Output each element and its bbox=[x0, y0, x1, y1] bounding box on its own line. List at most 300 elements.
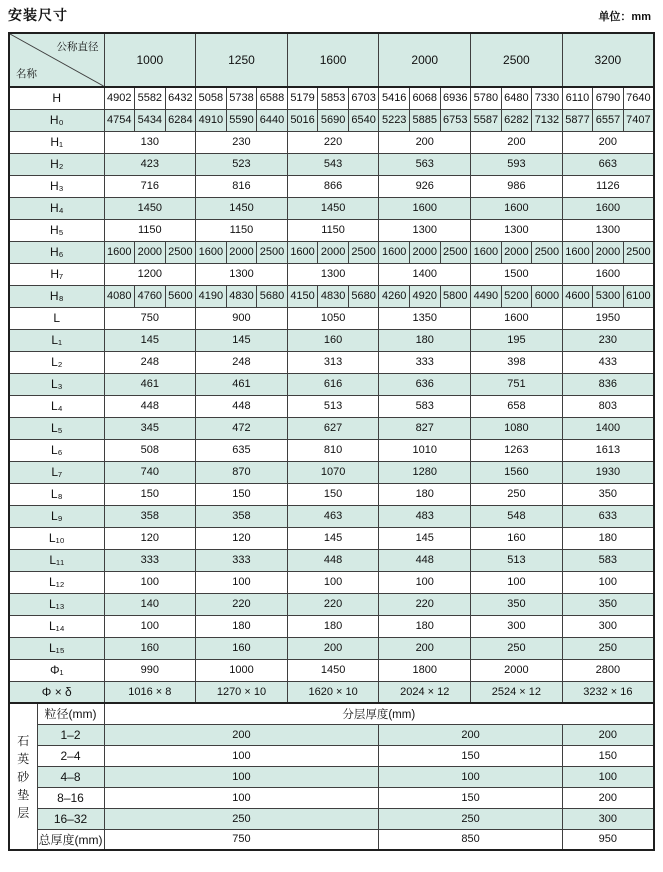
value-cell: 627 bbox=[287, 417, 379, 439]
value-cell: 2000 bbox=[318, 241, 349, 263]
thickness-value-cell: 200 bbox=[562, 787, 654, 808]
value-cell: 633 bbox=[562, 505, 654, 527]
thickness-value-cell: 300 bbox=[562, 808, 654, 829]
value-cell: 433 bbox=[562, 351, 654, 373]
row-label: H₃ bbox=[9, 175, 104, 197]
table-row bbox=[9, 153, 654, 175]
value-cell: 423 bbox=[104, 153, 196, 175]
row-label: L₈ bbox=[9, 483, 104, 505]
value-cell: 1400 bbox=[562, 417, 654, 439]
value-cell: 1620 × 10 bbox=[287, 681, 379, 703]
value-cell: 145 bbox=[379, 527, 471, 549]
value-cell: 1600 bbox=[562, 263, 654, 285]
value-cell: 1600 bbox=[471, 197, 563, 219]
diameter-header: 3200 bbox=[562, 33, 654, 87]
thickness-value-cell: 200 bbox=[379, 724, 562, 745]
value-cell: 1500 bbox=[471, 263, 563, 285]
value-cell: 120 bbox=[104, 527, 196, 549]
value-cell: 6110 bbox=[562, 87, 593, 109]
row-label: L₁₄ bbox=[9, 615, 104, 637]
value-cell: 1400 bbox=[379, 263, 471, 285]
table-row bbox=[9, 659, 654, 681]
value-cell: 250 bbox=[562, 637, 654, 659]
table-row bbox=[9, 505, 654, 527]
value-cell: 751 bbox=[471, 373, 563, 395]
value-cell: 230 bbox=[196, 131, 288, 153]
value-cell: 5780 bbox=[471, 87, 502, 109]
thickness-value-cell: 750 bbox=[104, 829, 379, 850]
value-cell: 583 bbox=[379, 395, 471, 417]
sand-row bbox=[9, 724, 654, 745]
value-cell: 990 bbox=[104, 659, 196, 681]
value-cell: 5885 bbox=[409, 109, 440, 131]
value-cell: 145 bbox=[196, 329, 288, 351]
value-cell: 448 bbox=[104, 395, 196, 417]
value-cell: 4490 bbox=[471, 285, 502, 307]
row-label: H₇ bbox=[9, 263, 104, 285]
table-row bbox=[9, 175, 654, 197]
value-cell: 1600 bbox=[562, 197, 654, 219]
value-cell: 4760 bbox=[135, 285, 166, 307]
value-cell: 827 bbox=[379, 417, 471, 439]
value-cell: 5690 bbox=[318, 109, 349, 131]
value-cell: 563 bbox=[379, 153, 471, 175]
value-cell: 4080 bbox=[104, 285, 135, 307]
value-cell: 523 bbox=[196, 153, 288, 175]
value-cell: 5582 bbox=[135, 87, 166, 109]
thickness-value-cell: 100 bbox=[104, 787, 379, 808]
table-row bbox=[9, 307, 654, 329]
value-cell: 1560 bbox=[471, 461, 563, 483]
table-row bbox=[9, 263, 654, 285]
value-cell: 313 bbox=[287, 351, 379, 373]
value-cell: 803 bbox=[562, 395, 654, 417]
value-cell: 2000 bbox=[471, 659, 563, 681]
grain-size-header: 粒径(mm) bbox=[37, 703, 104, 724]
value-cell: 5058 bbox=[196, 87, 227, 109]
diameter-header: 1000 bbox=[104, 33, 196, 87]
sand-table-body bbox=[9, 703, 654, 850]
value-cell: 6790 bbox=[593, 87, 624, 109]
sand-side-char: 层 bbox=[17, 805, 30, 820]
value-cell: 658 bbox=[471, 395, 563, 417]
value-cell: 1600 bbox=[287, 241, 318, 263]
row-label: L₆ bbox=[9, 439, 104, 461]
value-cell: 5738 bbox=[226, 87, 257, 109]
sand-row bbox=[9, 766, 654, 787]
value-cell: 636 bbox=[379, 373, 471, 395]
table-row bbox=[9, 351, 654, 373]
value-cell: 986 bbox=[471, 175, 563, 197]
value-cell: 1600 bbox=[471, 307, 563, 329]
sand-side-char: 英 bbox=[17, 751, 30, 766]
grain-size-label: 8–16 bbox=[37, 787, 104, 808]
value-cell: 358 bbox=[104, 505, 196, 527]
value-cell: 1600 bbox=[104, 241, 135, 263]
value-cell: 448 bbox=[287, 549, 379, 571]
value-cell: 5680 bbox=[348, 285, 379, 307]
value-cell: 333 bbox=[104, 549, 196, 571]
value-cell: 2500 bbox=[532, 241, 563, 263]
table-row bbox=[9, 285, 654, 307]
value-cell: 1300 bbox=[196, 263, 288, 285]
thickness-value-cell: 100 bbox=[104, 766, 379, 787]
sand-header-row bbox=[9, 703, 654, 724]
table-row bbox=[9, 549, 654, 571]
value-cell: 350 bbox=[562, 593, 654, 615]
value-cell: 180 bbox=[196, 615, 288, 637]
row-label: L bbox=[9, 307, 104, 329]
value-cell: 130 bbox=[104, 131, 196, 153]
value-cell: 6284 bbox=[165, 109, 196, 131]
value-cell: 5800 bbox=[440, 285, 471, 307]
value-cell: 1263 bbox=[471, 439, 563, 461]
value-cell: 1600 bbox=[471, 241, 502, 263]
value-cell: 2024 × 12 bbox=[379, 681, 471, 703]
value-cell: 333 bbox=[196, 549, 288, 571]
row-label: H₂ bbox=[9, 153, 104, 175]
value-cell: 180 bbox=[379, 483, 471, 505]
value-cell: 1070 bbox=[287, 461, 379, 483]
row-label: H₅ bbox=[9, 219, 104, 241]
value-cell: 5680 bbox=[257, 285, 288, 307]
value-cell: 1350 bbox=[379, 307, 471, 329]
value-cell: 7132 bbox=[532, 109, 563, 131]
value-cell: 448 bbox=[196, 395, 288, 417]
value-cell: 200 bbox=[379, 131, 471, 153]
table-row bbox=[9, 483, 654, 505]
value-cell: 6432 bbox=[165, 87, 196, 109]
value-cell: 2500 bbox=[165, 241, 196, 263]
spec-table-body bbox=[9, 87, 654, 703]
value-cell: 1600 bbox=[379, 241, 410, 263]
diameter-header: 1600 bbox=[287, 33, 379, 87]
value-cell: 1016 × 8 bbox=[104, 681, 196, 703]
value-cell: 6540 bbox=[348, 109, 379, 131]
table-row bbox=[9, 417, 654, 439]
value-cell: 120 bbox=[196, 527, 288, 549]
value-cell: 1950 bbox=[562, 307, 654, 329]
value-cell: 100 bbox=[379, 571, 471, 593]
value-cell: 1150 bbox=[104, 219, 196, 241]
value-cell: 5300 bbox=[593, 285, 624, 307]
value-cell: 100 bbox=[104, 615, 196, 637]
value-cell: 180 bbox=[379, 615, 471, 637]
table-row bbox=[9, 395, 654, 417]
value-cell: 2000 bbox=[135, 241, 166, 263]
grain-size-label: 总厚度(mm) bbox=[37, 829, 104, 850]
value-cell: 1300 bbox=[287, 263, 379, 285]
row-label: L₁₀ bbox=[9, 527, 104, 549]
value-cell: 616 bbox=[287, 373, 379, 395]
value-cell: 350 bbox=[562, 483, 654, 505]
thickness-value-cell: 150 bbox=[379, 787, 562, 808]
value-cell: 1613 bbox=[562, 439, 654, 461]
value-cell: 220 bbox=[287, 131, 379, 153]
thickness-value-cell: 150 bbox=[562, 745, 654, 766]
table-row bbox=[9, 439, 654, 461]
value-cell: 2000 bbox=[501, 241, 532, 263]
diameter-header: 2000 bbox=[379, 33, 471, 87]
grain-size-label: 16–32 bbox=[37, 808, 104, 829]
value-cell: 6480 bbox=[501, 87, 532, 109]
value-cell: 195 bbox=[471, 329, 563, 351]
value-cell: 1450 bbox=[287, 659, 379, 681]
value-cell: 740 bbox=[104, 461, 196, 483]
table-row bbox=[9, 241, 654, 263]
value-cell: 1280 bbox=[379, 461, 471, 483]
row-label: L₁₁ bbox=[9, 549, 104, 571]
value-cell: 333 bbox=[379, 351, 471, 373]
value-cell: 5877 bbox=[562, 109, 593, 131]
thickness-value-cell: 100 bbox=[562, 766, 654, 787]
table-row bbox=[9, 87, 654, 109]
sand-side-char: 石 bbox=[17, 733, 30, 748]
value-cell: 866 bbox=[287, 175, 379, 197]
diameter-header: 1250 bbox=[196, 33, 288, 87]
layer-thickness-header: 分层厚度(mm) bbox=[104, 703, 654, 724]
value-cell: 548 bbox=[471, 505, 563, 527]
value-cell: 220 bbox=[379, 593, 471, 615]
value-cell: 1300 bbox=[562, 219, 654, 241]
value-cell: 593 bbox=[471, 153, 563, 175]
value-cell: 1000 bbox=[196, 659, 288, 681]
table-row bbox=[9, 197, 654, 219]
table-row bbox=[9, 637, 654, 659]
value-cell: 100 bbox=[287, 571, 379, 593]
value-cell: 248 bbox=[104, 351, 196, 373]
thickness-value-cell: 150 bbox=[379, 745, 562, 766]
value-cell: 200 bbox=[379, 637, 471, 659]
value-cell: 513 bbox=[471, 549, 563, 571]
value-cell: 250 bbox=[471, 483, 563, 505]
table-row bbox=[9, 329, 654, 351]
row-label: L₁₅ bbox=[9, 637, 104, 659]
table-row bbox=[9, 219, 654, 241]
value-cell: 1150 bbox=[287, 219, 379, 241]
table-row bbox=[9, 131, 654, 153]
value-cell: 1300 bbox=[379, 219, 471, 241]
value-cell: 230 bbox=[562, 329, 654, 351]
table-row bbox=[9, 571, 654, 593]
value-cell: 6100 bbox=[623, 285, 654, 307]
value-cell: 4754 bbox=[104, 109, 135, 131]
value-cell: 2500 bbox=[623, 241, 654, 263]
table-row bbox=[9, 681, 654, 703]
sand-row bbox=[9, 808, 654, 829]
value-cell: 1126 bbox=[562, 175, 654, 197]
value-cell: 3232 × 16 bbox=[562, 681, 654, 703]
thickness-value-cell: 250 bbox=[379, 808, 562, 829]
sand-side-char: 垫 bbox=[17, 787, 30, 802]
value-cell: 180 bbox=[287, 615, 379, 637]
sand-row bbox=[9, 787, 654, 808]
value-cell: 100 bbox=[471, 571, 563, 593]
thickness-value-cell: 850 bbox=[379, 829, 562, 850]
value-cell: 300 bbox=[471, 615, 563, 637]
spec-table-head bbox=[9, 33, 654, 87]
value-cell: 4150 bbox=[287, 285, 318, 307]
row-label: H bbox=[9, 87, 104, 109]
value-cell: 150 bbox=[104, 483, 196, 505]
sand-side-char: 砂 bbox=[17, 769, 30, 784]
value-cell: 4830 bbox=[226, 285, 257, 307]
value-cell: 663 bbox=[562, 153, 654, 175]
value-cell: 2500 bbox=[257, 241, 288, 263]
diagonal-corner-cell bbox=[9, 33, 104, 87]
value-cell: 7330 bbox=[532, 87, 563, 109]
value-cell: 1450 bbox=[287, 197, 379, 219]
value-cell: 145 bbox=[104, 329, 196, 351]
value-cell: 398 bbox=[471, 351, 563, 373]
value-cell: 2500 bbox=[440, 241, 471, 263]
value-cell: 716 bbox=[104, 175, 196, 197]
value-cell: 7640 bbox=[623, 87, 654, 109]
sand-side-label-text bbox=[10, 735, 37, 819]
corner-label-name: 名称 bbox=[16, 68, 37, 80]
grain-size-label: 4–8 bbox=[37, 766, 104, 787]
spec-table bbox=[8, 32, 655, 851]
value-cell: 345 bbox=[104, 417, 196, 439]
value-cell: 583 bbox=[562, 549, 654, 571]
value-cell: 100 bbox=[104, 571, 196, 593]
row-label: L₅ bbox=[9, 417, 104, 439]
value-cell: 200 bbox=[562, 131, 654, 153]
value-cell: 1010 bbox=[379, 439, 471, 461]
value-cell: 150 bbox=[196, 483, 288, 505]
row-label: Φ₁ bbox=[9, 659, 104, 681]
value-cell: 6440 bbox=[257, 109, 288, 131]
value-cell: 5587 bbox=[471, 109, 502, 131]
value-cell: 2800 bbox=[562, 659, 654, 681]
value-cell: 6068 bbox=[409, 87, 440, 109]
value-cell: 100 bbox=[196, 571, 288, 593]
value-cell: 816 bbox=[196, 175, 288, 197]
row-label: L₉ bbox=[9, 505, 104, 527]
row-label: H₁ bbox=[9, 131, 104, 153]
value-cell: 461 bbox=[104, 373, 196, 395]
value-cell: 6557 bbox=[593, 109, 624, 131]
table-row bbox=[9, 373, 654, 395]
row-label: L₂ bbox=[9, 351, 104, 373]
sand-side-label bbox=[9, 703, 37, 850]
value-cell: 5600 bbox=[165, 285, 196, 307]
table-row bbox=[9, 615, 654, 637]
value-cell: 472 bbox=[196, 417, 288, 439]
value-cell: 6936 bbox=[440, 87, 471, 109]
value-cell: 358 bbox=[196, 505, 288, 527]
row-label: H₈ bbox=[9, 285, 104, 307]
page-title: 安装尺寸 bbox=[8, 7, 68, 23]
value-cell: 300 bbox=[562, 615, 654, 637]
value-cell: 1200 bbox=[104, 263, 196, 285]
value-cell: 220 bbox=[196, 593, 288, 615]
row-label: L₄ bbox=[9, 395, 104, 417]
value-cell: 180 bbox=[562, 527, 654, 549]
thickness-value-cell: 200 bbox=[562, 724, 654, 745]
corner-label-diameter: 公称直径 bbox=[56, 41, 99, 53]
row-label: L₃ bbox=[9, 373, 104, 395]
value-cell: 1450 bbox=[196, 197, 288, 219]
value-cell: 635 bbox=[196, 439, 288, 461]
value-cell: 200 bbox=[287, 637, 379, 659]
value-cell: 1600 bbox=[379, 197, 471, 219]
value-cell: 2000 bbox=[593, 241, 624, 263]
value-cell: 483 bbox=[379, 505, 471, 527]
value-cell: 4902 bbox=[104, 87, 135, 109]
value-cell: 750 bbox=[104, 307, 196, 329]
value-cell: 1080 bbox=[471, 417, 563, 439]
value-cell: 1300 bbox=[471, 219, 563, 241]
value-cell: 5590 bbox=[226, 109, 257, 131]
value-cell: 250 bbox=[471, 637, 563, 659]
table-row bbox=[9, 527, 654, 549]
thickness-value-cell: 200 bbox=[104, 724, 379, 745]
value-cell: 150 bbox=[287, 483, 379, 505]
value-cell: 1270 × 10 bbox=[196, 681, 288, 703]
value-cell: 463 bbox=[287, 505, 379, 527]
value-cell: 5416 bbox=[379, 87, 410, 109]
value-cell: 1150 bbox=[196, 219, 288, 241]
value-cell: 6588 bbox=[257, 87, 288, 109]
value-cell: 140 bbox=[104, 593, 196, 615]
row-label: L₁₃ bbox=[9, 593, 104, 615]
value-cell: 2524 × 12 bbox=[471, 681, 563, 703]
value-cell: 543 bbox=[287, 153, 379, 175]
value-cell: 248 bbox=[196, 351, 288, 373]
row-label: H₀ bbox=[9, 109, 104, 131]
value-cell: 1450 bbox=[104, 197, 196, 219]
value-cell: 926 bbox=[379, 175, 471, 197]
value-cell: 6703 bbox=[348, 87, 379, 109]
table-row bbox=[9, 461, 654, 483]
value-cell: 145 bbox=[287, 527, 379, 549]
sand-row bbox=[9, 745, 654, 766]
value-cell: 6282 bbox=[501, 109, 532, 131]
value-cell: 4190 bbox=[196, 285, 227, 307]
value-cell: 5223 bbox=[379, 109, 410, 131]
value-cell: 350 bbox=[471, 593, 563, 615]
row-label: H₆ bbox=[9, 241, 104, 263]
grain-size-label: 1–2 bbox=[37, 724, 104, 745]
value-cell: 100 bbox=[562, 571, 654, 593]
value-cell: 461 bbox=[196, 373, 288, 395]
value-cell: 448 bbox=[379, 549, 471, 571]
value-cell: 1050 bbox=[287, 307, 379, 329]
grain-size-label: 2–4 bbox=[37, 745, 104, 766]
header-row bbox=[9, 33, 654, 87]
value-cell: 1600 bbox=[562, 241, 593, 263]
value-cell: 160 bbox=[471, 527, 563, 549]
row-label: H₄ bbox=[9, 197, 104, 219]
thickness-value-cell: 950 bbox=[562, 829, 654, 850]
value-cell: 508 bbox=[104, 439, 196, 461]
value-cell: 5016 bbox=[287, 109, 318, 131]
value-cell: 900 bbox=[196, 307, 288, 329]
value-cell: 1600 bbox=[196, 241, 227, 263]
row-label: Φ × δ bbox=[9, 681, 104, 703]
thickness-value-cell: 100 bbox=[104, 745, 379, 766]
value-cell: 180 bbox=[379, 329, 471, 351]
value-cell: 5200 bbox=[501, 285, 532, 307]
value-cell: 200 bbox=[471, 131, 563, 153]
value-cell: 1800 bbox=[379, 659, 471, 681]
value-cell: 4600 bbox=[562, 285, 593, 307]
value-cell: 4260 bbox=[379, 285, 410, 307]
unit-label: 单位：mm bbox=[598, 11, 651, 23]
value-cell: 160 bbox=[196, 637, 288, 659]
value-cell: 2500 bbox=[348, 241, 379, 263]
